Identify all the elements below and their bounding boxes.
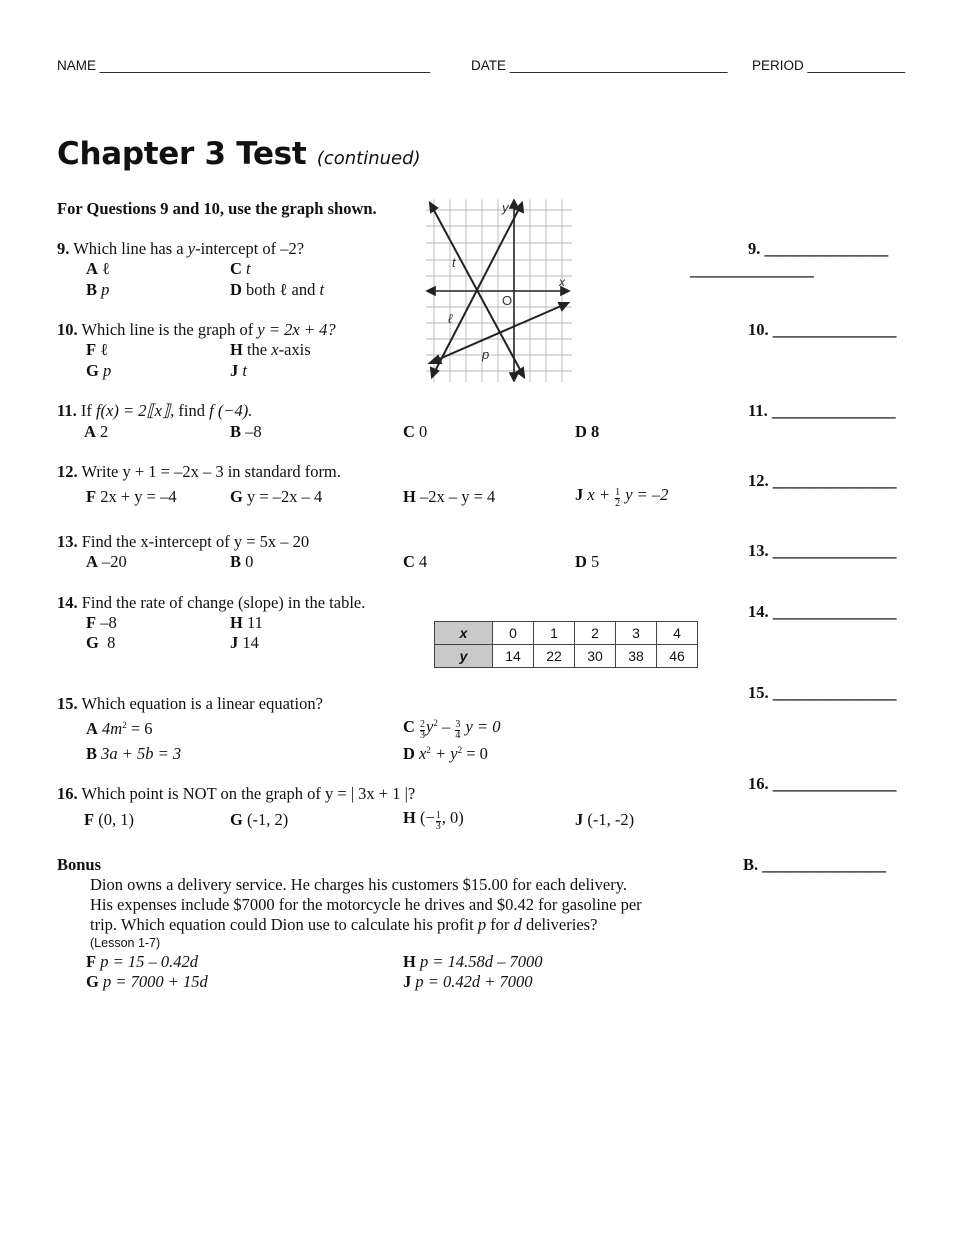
q11-option-c[interactable]: C 0 [403,422,428,441]
instructions: For Questions 9 and 10, use the graph shown. [57,199,377,218]
graph-p-label: p [482,347,490,362]
coordinate-graph [426,199,572,382]
bonus-title: Bonus [57,855,102,874]
table-cell: 22 [534,645,575,668]
table-cell: 14 [493,645,534,668]
q14-option-f[interactable]: F –8 [86,613,117,632]
data-table [434,621,698,668]
q11-option-a[interactable]: A 2 [84,422,109,441]
period-label: PERIOD [752,58,804,73]
q14-option-g[interactable]: G 8 [86,633,116,652]
fraction: $\frac{3}{4}$ [455,719,461,741]
q12-option-g[interactable]: G y = –2x – 4 [230,487,323,506]
q10-option-g[interactable]: G p [86,361,112,380]
graph-origin-label: O [502,293,513,308]
q10-option-j[interactable]: J t [230,361,247,380]
answer-blank-bonus[interactable]: B. _______________ [743,855,887,874]
q9-option-b[interactable]: B p [86,280,110,299]
date-field[interactable] [471,58,728,73]
table-cell: 4 [657,622,698,645]
table-cell: 2 [575,622,616,645]
answer-blank-12[interactable]: 12. _______________ [748,471,897,490]
q10-option-h[interactable]: H the x-axis [230,340,311,359]
q15-option-a[interactable]: A $4m^2 = 6$ [86,719,153,738]
table-row-x [435,622,698,645]
table-row-y [435,645,698,668]
answer-blank-11[interactable]: 11. _______________ [748,401,896,420]
bonus-text-line-1: Dion owns a delivery service. He charges his customers $15.00 for each delivery. [90,875,627,894]
q14-option-j[interactable]: J 14 [230,633,259,652]
bonus-option-h[interactable]: H p = 14.58d – 7000 [403,952,543,971]
question-13: 13. Find the x-intercept of y = 5x – 20 [57,532,310,551]
date-line: _____________________________ [509,58,728,73]
bonus-option-f[interactable]: F p = 15 – 0.42d [86,952,198,971]
q15-option-d[interactable]: D $x^2 + y^2 = 0$ [403,744,488,763]
name-field[interactable] [57,58,430,73]
graph-t-label: t [452,255,456,270]
table-cell: 30 [575,645,616,668]
answer-blank-14[interactable]: 14. _______________ [748,602,897,621]
question-11: 11. If f(x) = 2⟦x⟧, find f (−4). [57,401,253,420]
page-title [57,136,421,172]
name-line: ____________________________________________ [99,58,431,73]
question-10: 10. Which line is the graph of y = 2x + 4? [57,320,336,339]
q10-option-f[interactable]: F ℓ [86,340,109,359]
table-cell: 3 [616,622,657,645]
q13-option-a[interactable]: A –20 [86,552,127,571]
q11-option-b[interactable]: B –8 [230,422,262,441]
title-main: Chapter 3 Test [57,136,307,172]
question-14: 14. Find the rate of change (slope) in the table. [57,593,366,612]
question-15: 15. Which equation is a linear equation? [57,694,323,713]
bonus-text-line-2: His expenses include $7000 for the motorcycle he drives and $0.42 for gasoline per [90,895,642,914]
q12-option-h[interactable]: H –2x – y = 4 [403,487,496,506]
question-16: 16. Which point is NOT on the graph of y = | 3x + 1 |? [57,784,416,803]
q9-option-c[interactable]: C t [230,259,251,278]
q13-option-d[interactable]: D 5 [575,552,600,571]
period-field[interactable] [752,58,905,73]
bonus-option-j[interactable]: J p = 0.42d + 7000 [403,972,533,991]
question-9: 9. Which line has a y-intercept of –2? [57,239,305,258]
question-12: 12. Write y + 1 = –2x – 3 in standard form. [57,462,341,481]
q16-option-g[interactable]: G (-1, 2) [230,810,289,829]
table-cell: 46 [657,645,698,668]
q15-option-c[interactable]: C $\frac{2}{3}$ $y^2$ – $\frac{3}{4}$ y = 0 [403,717,501,741]
q11-option-d[interactable]: D 8 [575,422,600,441]
graph-y-label: y [502,200,509,215]
answer-blank-15[interactable]: 15. _______________ [748,683,897,702]
q12-option-j[interactable]: J x + $\frac{1}{2}$ y = –2 [575,485,669,509]
answer-blank-9[interactable]: 9. _______________ [748,239,889,258]
table-cell: 1 [534,622,575,645]
q16-option-j[interactable]: J (-1, -2) [575,810,635,829]
bonus-option-g[interactable]: G p = 7000 + 15d [86,972,208,991]
answer-blank-16[interactable]: 16. _______________ [748,774,897,793]
q9-option-a[interactable]: A ℓ [86,259,110,278]
q12-option-f[interactable]: F 2x + y = –4 [86,487,177,506]
fraction: $\frac{2}{3}$ [420,719,426,741]
table-header-x: x [435,622,493,645]
q13-option-c[interactable]: C 4 [403,552,428,571]
fraction: $\frac{1}{2}$ [615,487,621,509]
q16-option-h[interactable]: H (− $\frac{1}{3}$ , 0) [403,808,464,832]
fraction: $\frac{1}{3}$ [435,810,441,832]
name-label: NAME [57,58,97,73]
q9-option-d[interactable]: D both ℓ and t [230,280,325,299]
table-header-y: y [435,645,493,668]
table-cell: 38 [616,645,657,668]
period-line: _____________ [807,58,906,73]
q15-option-b[interactable]: B 3a + 5b = 3 [86,744,182,763]
title-sub: (continued) [316,148,421,169]
answer-blank-13[interactable]: 13. _______________ [748,541,897,560]
date-label: DATE [471,58,507,73]
answer-blank-10[interactable]: 10. _______________ [748,320,897,339]
q16-option-f[interactable]: F (0, 1) [84,810,134,829]
bonus-text-line-3: trip. Which equation could Dion use to calculate his profit p for d deliveries? [90,915,598,934]
graph-x-label: x [559,275,565,289]
q14-option-h[interactable]: H 11 [230,613,263,632]
graph-l-label: ℓ [448,311,453,326]
table-cell: 0 [493,622,534,645]
lesson-reference: (Lesson 1-7) [90,936,161,950]
q13-option-b[interactable]: B 0 [230,552,254,571]
answer-blank-9-extra[interactable]: _______________ [690,260,814,279]
